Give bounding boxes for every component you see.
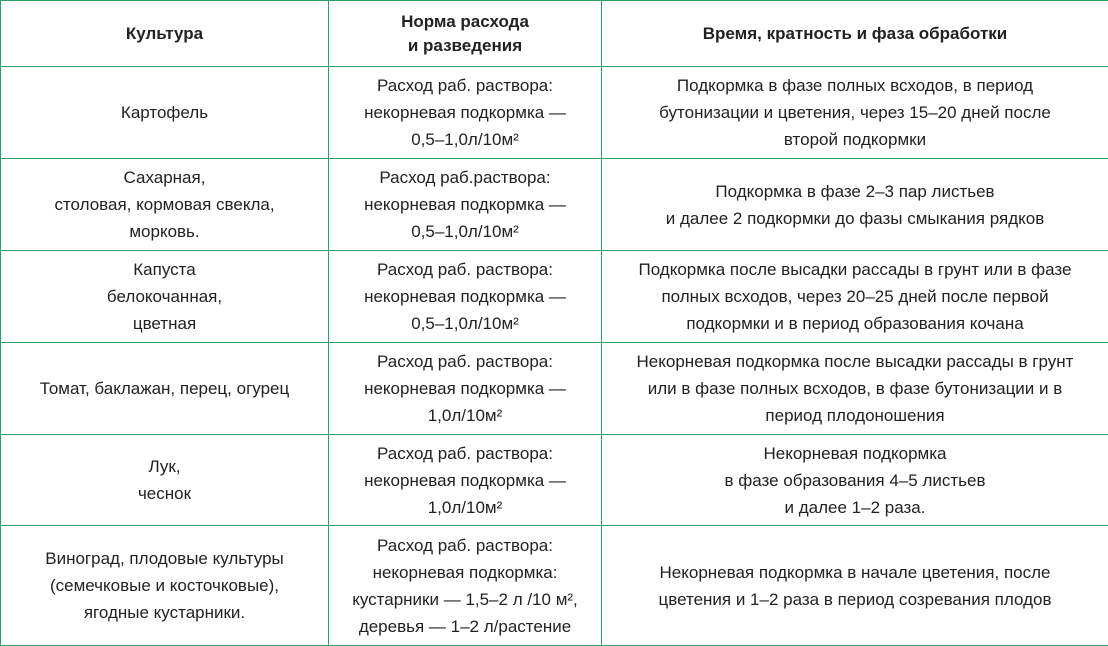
table-header-row — [1, 1, 1108, 67]
timing-cell: Подкормка после высадки рассады в грунт или в фазе полных всходов, через 20–25 дней после первой подкормки и в период образования кочана — [602, 251, 1108, 343]
timing-cell: Подкормка в фазе 2–3 пар листьев и далее 2 подкормки до фазы смыкания рядков — [602, 159, 1108, 251]
culture-cell: Виноград, плодовые культуры (семечковые и косточковые), ягодные кустарники. — [1, 526, 329, 646]
culture-cell: Томат, баклажан, перец, огурец — [1, 343, 329, 435]
rate-cell: Расход раб. раствора: некорневая подкормка: кустарники — 1,5–2 л /10 м², деревья — 1–2 л/растение — [329, 526, 602, 646]
table-row — [1, 343, 1108, 435]
rate-cell: Расход раб. раствора: некорневая подкормка — 1,0л/10м² — [329, 435, 602, 526]
rate-cell: Расход раб. раствора: некорневая подкормка — 1,0л/10м² — [329, 343, 602, 435]
table-row — [1, 526, 1108, 646]
table-row — [1, 159, 1108, 251]
header-timing: Время, кратность и фаза обработки — [602, 1, 1108, 67]
table-row — [1, 435, 1108, 526]
timing-cell: Подкормка в фазе полных всходов, в период бутонизации и цветения, через 15–20 дней после второй подкормки — [602, 67, 1108, 159]
timing-cell: Некорневая подкормка в фазе образования 4–5 листьев и далее 1–2 раза. — [602, 435, 1108, 526]
header-culture: Культура — [1, 1, 329, 67]
culture-cell: Капуста белокочанная, цветная — [1, 251, 329, 343]
culture-cell: Сахарная, столовая, кормовая свекла, морковь. — [1, 159, 329, 251]
culture-cell: Картофель — [1, 67, 329, 159]
header-rate: Норма расхода и разведения — [329, 1, 602, 67]
table-row — [1, 67, 1108, 159]
culture-cell: Лук, чеснок — [1, 435, 329, 526]
rate-cell: Расход раб. раствора: некорневая подкормка — 0,5–1,0л/10м² — [329, 67, 602, 159]
rate-cell: Расход раб.раствора: некорневая подкормка — 0,5–1,0л/10м² — [329, 159, 602, 251]
timing-cell: Некорневая подкормка в начале цветения, после цветения и 1–2 раза в период созревания плодов — [602, 526, 1108, 646]
timing-cell: Некорневая подкормка после высадки рассады в грунт или в фазе полных всходов, в фазе бутонизации и в период плодоношения — [602, 343, 1108, 435]
rate-cell: Расход раб. раствора: некорневая подкормка — 0,5–1,0л/10м² — [329, 251, 602, 343]
table-row — [1, 251, 1108, 343]
